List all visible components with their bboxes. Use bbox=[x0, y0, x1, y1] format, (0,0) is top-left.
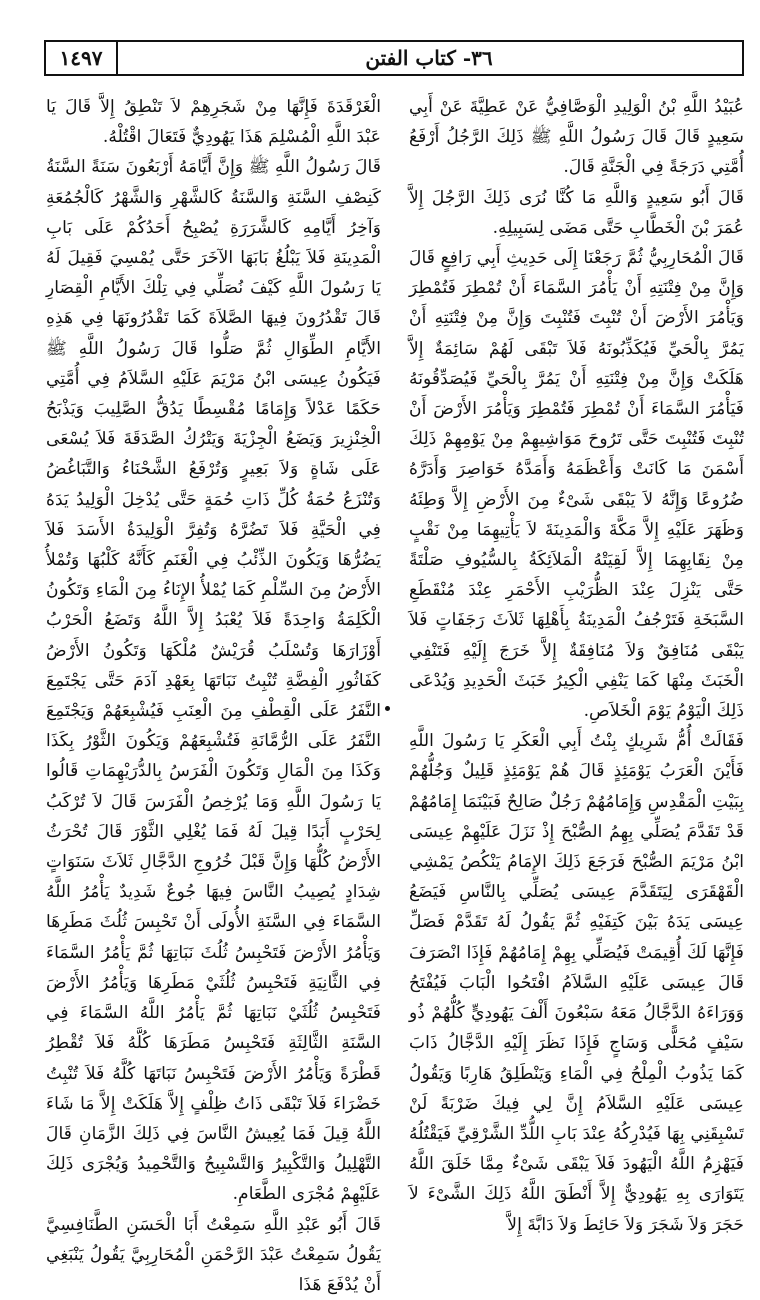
right-text-column bbox=[409, 92, 744, 1240]
page-header bbox=[44, 40, 744, 76]
paragraph: قَالَ الْمُحَارِبِيُّ ثُمَّ رَجَعْنَا إِلَى حَدِيثِ أَبِي رَافِعٍ قَالَ وَإِنَّ مِنْ فِتْنَتِهِ أَنْ يَأْمُرَ السَّمَاءَ أَنْ تُمْطِرَ فَتُمْطِرَ وَيَأْمُرَ الأَرْضَ أَنْ تُنْبِتَ فَتُنْبِتَ وَإِنَّ مِنْ فِتْنَتِهِ أَنْ يَمُرَّ بِالْحَيِّ فَيُكَذِّبُونَهُ فَلاَ تَبْقَى لَهُمْ سَائِمَةٌ إِلاَّ هَلَكَتْ وَإِنَّ مِنْ فِتْنَتِهِ أَنْ يَمُرَّ بِالْحَيِّ فَيُصَدِّقُونَهُ فَيَأْمُرَ السَّمَاءَ أَنْ تُمْطِرَ فَتُمْطِرَ وَيَأْمُرَ الأَرْضَ أَنْ تُنْبِتَ فَتُنْبِتَ حَتَّى تَرُوحَ مَوَاشِيهِمْ مِنْ يَوْمِهِمْ ذَلِكَ أَسْمَنَ مَا كَانَتْ وَأَعْظَمَهُ وَأَمَدَّهُ خَوَاصِرَ وَأَدَرَّهُ ضُرُوعًا وَإِنَّهُ لاَ يَبْقَى شَىْءٌ مِنَ الأَرْضِ إِلاَّ وَطِئَهُ وَظَهَرَ عَلَيْهِ إِلاَّ مَكَّةَ وَالْمَدِينَةَ لاَ يَأْتِيهِمَا مِنْ نَقْبٍ مِنْ نِقَابِهِمَا إِلاَّ لَقِيَتْهُ الْمَلاَئِكَةُ بِالسُّيُوفِ صَلْتَةً حَتَّى يَنْزِلَ عِنْدَ الظُّرَيْبِ الأَحْمَرِ عِنْدَ مُنْقَطَعِ السَّبَخَةِ فَتَرْجُفُ الْمَدِينَةُ بِأَهْلِهَا ثَلاَثَ رَجَفَاتٍ فَلاَ يَبْقَى مُنَافِقٌ وَلاَ مُنَافِقَةٌ إِلاَّ خَرَجَ إِلَيْهِ فَتَنْفِي الْخَبَثَ مِنْهَا كَمَا يَنْفِي الْكِيرُ خَبَثَ الْحَدِيدِ وَيُدْعَى ذَلِكَ الْيَوْمُ يَوْمَ الْخَلاَصِ. bbox=[409, 248, 744, 722]
paragraph: قَالَ أَبُو عَبْدِ اللَّهِ سَمِعْتُ أَبَا الْحَسَنِ الطَّنَافِسِيَّ يَقُولُ سَمِعْتُ عَبْدَ الرَّحْمَنِ الْمُحَارِبِيَّ يَقُولُ يَنْبَغِي أَنْ يُدْفَعَ هَذَا bbox=[46, 1214, 381, 1295]
paragraph: قَالَ أَبُو سَعِيدٍ وَاللَّهِ مَا كُنَّا نُرَى ذَلِكَ الرَّجُلَ إِلاَّ عُمَرَ بْنَ الْخَطَّابِ حَتَّى مَضَى لِسَبِيلِهِ. bbox=[409, 187, 744, 238]
paragraph: عُبَيْدُ اللَّهِ بْنُ الْوَلِيدِ الْوَصَّافِيُّ عَنْ عَطِيَّةَ عَنْ أَبِي سَعِيدٍ قَالَ قَالَ رَسُولُ اللَّهِ ﷺ ذَلِكَ الرَّجُلُ أَرْفَعُ أُمَّتِي دَرَجَةً فِي الْجَنَّةِ قَالَ. bbox=[409, 97, 744, 178]
book-title: ٣٦- كتاب الفتن bbox=[365, 46, 493, 70]
page-number: ١٤٩٧ bbox=[46, 42, 118, 74]
paragraph: قَالَ رَسُولُ اللَّهِ ﷺ وَإِنَّ أَيَّامَهُ أَرْبَعُونَ سَنَةً السَّنَةُ كَنِصْفِ السَّنَةِ وَالسَّنَةُ كَالشَّهْرِ وَالشَّهْرُ كَالْجُمُعَةِ وَآخِرُ أَيَّامِهِ كَالشَّرَرَةِ يُصْبِحُ أَحَدُكُمْ عَلَى بَابِ الْمَدِينَةِ فَلاَ يَبْلُغُ بَابَهَا الآخَرَ حَتَّى يُمْسِيَ فَقِيلَ لَهُ يَا رَسُولَ اللَّهِ كَيْفَ نُصَلِّي فِي تِلْكَ الأَيَّامِ الْقِصَارِ قَالَ تَقْدُرُونَ فِيهَا الصَّلاَةَ كَمَا تَقْدُرُونَهَا فِي هَذِهِ الأَيَّامِ الطِّوَالِ ثُمَّ صَلُّوا قَالَ رَسُولُ اللَّهِ ﷺ فَيَكُونُ عِيسَى ابْنُ مَرْيَمَ عَلَيْهِ السَّلاَمُ فِي أُمَّتِي حَكَمًا عَدْلاً وَإِمَامًا مُقْسِطًا يَدُقُّ الصَّلِيبَ وَيَذْبَحُ الْخِنْزِيرَ وَيَضَعُ الْجِزْيَةَ وَيَتْرُكُ الصَّدَقَةَ فَلاَ يُسْعَى عَلَى شَاةٍ وَلاَ بَعِيرٍ وَتُرْفَعُ الشَّحْنَاءُ وَالتَّبَاغُضُ وَتُنْزَعُ حُمَةُ كُلِّ ذَاتِ حُمَةٍ حَتَّى يُدْخِلَ الْوَلِيدُ يَدَهُ فِي الْحَيَّةِ فَلاَ تَضُرَّهُ وَتُفِرَّ الْوَلِيدَةُ الأَسَدَ فَلاَ يَضُرُّهَا وَيَكُونَ الذِّئْبُ فِي الْغَنَمِ كَأَنَّهُ كَلْبُهَا وَتُمْلأُ الأَرْضُ مِنَ السِّلْمِ كَمَا يُمْلأُ الإِنَاءُ مِنَ الْمَاءِ وَتَكُونُ الْكَلِمَةُ وَاحِدَةً فَلاَ يُعْبَدُ إِلاَّ اللَّهُ وَتَضَعُ الْحَرْبُ أَوْزَارَهَا وَتُسْلَبُ قُرَيْشٌ مُلْكَهَا وَتَكُونُ الأَرْضُ كَفَاثُورِ الْفِضَّةِ تُنْبِتُ نَبَاتَهَا بِعَهْدِ آدَمَ حَتَّى يَجْتَمِعَ النَّفَرُ عَلَى الْقِطْفِ مِنَ الْعِنَبِ فَيُشْبِعَهُمْ وَيَجْتَمِعَ النَّفَرُ عَلَى الرُّمَّانَةِ فَتُشْبِعَهُمْ وَيَكُونَ الثَّوْرُ بِكَذَا وَكَذَا مِنَ الْمَالِ وَتَكُونَ الْفَرَسُ بِالدُّرَيْهِمَاتِ قَالُوا يَا رَسُولَ اللَّهِ وَمَا يُرْخِصُ الْفَرَسَ قَالَ لاَ تُرْكَبُ لِحَرْبٍ أَبَدًا قِيلَ لَهُ فَمَا يُغْلِي الثَّوْرَ قَالَ تُحْرَثُ الأَرْضُ كُلُّهَا وَإِنَّ قَبْلَ خُرُوجِ الدَّجَّالِ ثَلاَثَ سَنَوَاتٍ شِدَادٍ يُصِيبُ النَّاسَ فِيهَا جُوعٌ شَدِيدٌ يَأْمُرُ اللَّهُ السَّمَاءَ فِي السَّنَةِ الأُولَى أَنْ تَحْبِسَ ثُلُثَ مَطَرِهَا وَيَأْمُرُ الأَرْضَ فَتَحْبِسُ ثُلُثَ نَبَاتِهَا ثُمَّ يَأْمُرُ السَّمَاءَ فِي الثَّانِيَةِ فَتَحْبِسُ ثُلُثَيْ مَطَرِهَا وَيَأْمُرُ الأَرْضَ فَتَحْبِسُ ثُلُثَيْ نَبَاتِهَا ثُمَّ يَأْمُرُ اللَّهُ السَّمَاءَ فِي السَّنَةِ الثَّالِثَةِ فَتَحْبِسُ مَطَرَهَا كُلَّهُ فَلاَ تُقْطِرُ قَطْرَةً وَيَأْمُرُ الأَرْضَ فَتَحْبِسُ نَبَاتَهَا كُلَّهُ فَلاَ تُنْبِتُ خَضْرَاءَ فَلاَ تَبْقَى ذَاتُ ظِلْفٍ إِلاَّ هَلَكَتْ إِلاَّ مَا شَاءَ اللَّهُ قِيلَ فَمَا يُعِيشُ النَّاسَ فِي ذَلِكَ الزَّمَانِ قَالَ التَّهْلِيلُ وَالتَّكْبِيرُ وَالتَّسْبِيحُ وَالتَّحْمِيدُ وَيُجْرَى ذَلِكَ عَلَيْهِمْ مُجْرَى الطَّعَامِ. bbox=[46, 157, 381, 1205]
paragraph: الْغَرْقَدَةَ فَإِنَّهَا مِنْ شَجَرِهِمْ لاَ تَنْطِقُ إِلاَّ قَالَ يَا عَبْدَ اللَّهِ الْمُسْلِمَ هَذَا يَهُودِيٌّ فَتَعَالَ اقْتُلْهُ. bbox=[46, 97, 381, 148]
left-text-column bbox=[46, 92, 381, 1300]
paragraph: فَقَالَتْ أُمُّ شَرِيكٍ بِنْتُ أَبِي الْعَكَرِ يَا رَسُولَ اللَّهِ فَأَيْنَ الْعَرَبُ يَوْمَئِذٍ قَالَ هُمْ يَوْمَئِذٍ قَلِيلٌ وَجُلُّهُمْ بِبَيْتِ الْمَقْدِسِ وَإِمَامُهُمْ رَجُلٌ صَالِحٌ فَبَيْنَمَا إِمَامُهُمْ قَدْ تَقَدَّمَ يُصَلِّي بِهِمُ الصُّبْحَ إِذْ نَزَلَ عَلَيْهِمْ عِيسَى ابْنُ مَرْيَمَ الصُّبْحَ فَرَجَعَ ذَلِكَ الإِمَامُ يَنْكُصُ يَمْشِي الْقَهْقَرَى لِيَتَقَدَّمَ عِيسَى يُصَلِّي بِالنَّاسِ فَيَضَعُ عِيسَى يَدَهُ بَيْنَ كَتِفَيْهِ ثُمَّ يَقُولُ لَهُ تَقَدَّمْ فَصَلِّ فَإِنَّهَا لَكَ أُقِيمَتْ فَيُصَلِّي بِهِمْ إِمَامُهُمْ فَإِذَا انْصَرَفَ قَالَ عِيسَى عَلَيْهِ السَّلاَمُ افْتَحُوا الْبَابَ فَيُفْتَحُ وَوَرَاءَهُ الدَّجَّالُ مَعَهُ سَبْعُونَ أَلْفَ يَهُودِيٍّ كُلُّهُمْ ذُو سَيْفٍ مُحَلًّى وَسَاجٍ فَإِذَا نَظَرَ إِلَيْهِ الدَّجَّالُ ذَابَ كَمَا يَذُوبُ الْمِلْحُ فِي الْمَاءِ وَيَنْطَلِقُ هَارِبًا وَيَقُولُ عِيسَى عَلَيْهِ السَّلاَمُ إِنَّ لِي فِيكَ ضَرْبَةً لَنْ تَسْبِقَنِي بِهَا فَيُدْرِكُهُ عِنْدَ بَابِ اللُّدِّ الشَّرْقِيِّ فَيَقْتُلُهُ فَيَهْزِمُ اللَّهُ الْيَهُودَ فَلاَ يَبْقَى شَىْءٌ مِمَّا خَلَقَ اللَّهُ يَتَوَارَى بِهِ يَهُودِيٌّ إِلاَّ أَنْطَقَ اللَّهُ ذَلِكَ الشَّىْءَ لاَ حَجَرَ وَلاَ شَجَرَ وَلاَ حَائِطَ وَلاَ دَابَّةَ إِلاَّ bbox=[409, 731, 744, 1235]
margin-dot bbox=[385, 706, 390, 711]
